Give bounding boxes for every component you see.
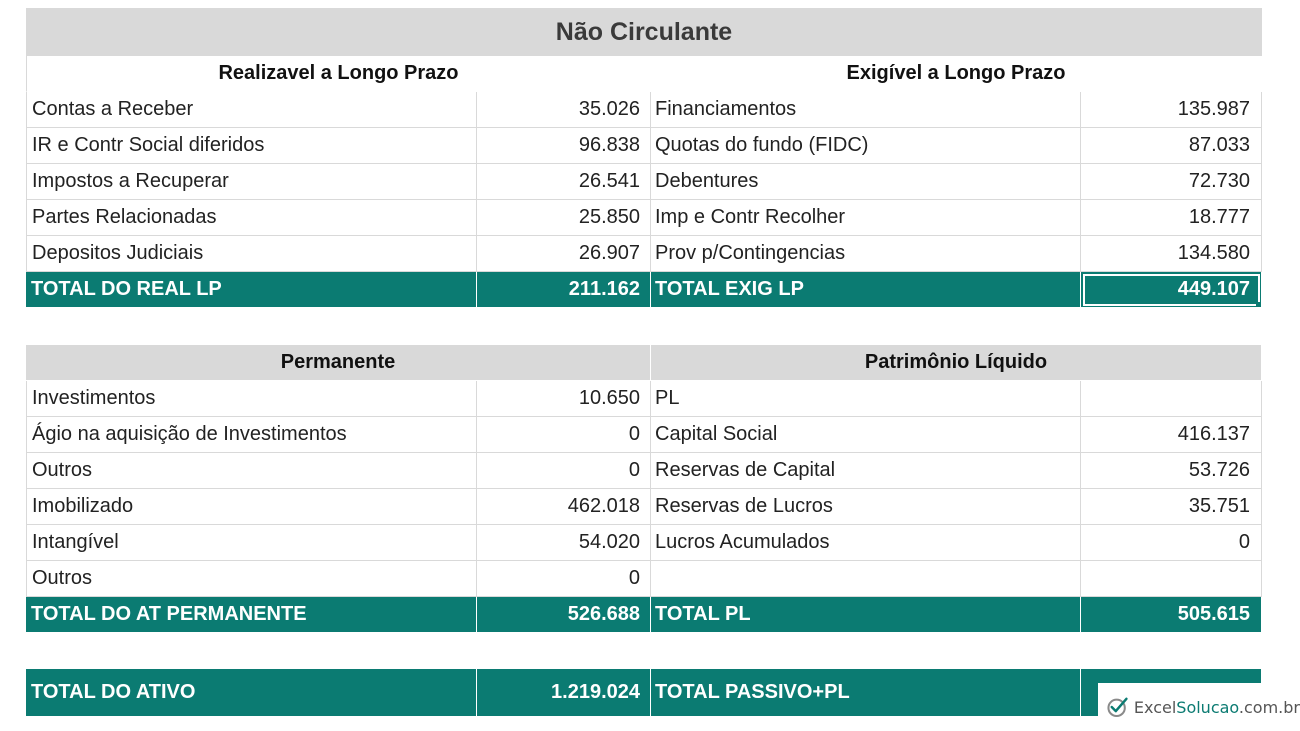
cell-value[interactable]: 72.730 — [1081, 164, 1262, 200]
total-exigivel-label[interactable]: TOTAL EXIG LP — [651, 272, 1081, 308]
header-patrimonio[interactable]: Patrimônio Líquido — [651, 345, 1262, 381]
cell-label[interactable]: Capital Social — [651, 417, 1081, 453]
cell-label[interactable]: Prov p/Contingencias — [651, 236, 1081, 272]
excelsolucao-watermark — [1098, 683, 1300, 731]
cell-value[interactable]: 134.580 — [1081, 236, 1262, 272]
cell-label[interactable]: Financiamentos — [651, 92, 1081, 128]
cell-value[interactable]: 0 — [477, 453, 651, 489]
cell-label[interactable]: Imp e Contr Recolher — [651, 200, 1081, 236]
cell-value[interactable] — [1081, 561, 1262, 597]
header-permanente[interactable]: Permanente — [26, 345, 651, 381]
block2-header-row — [26, 345, 1262, 381]
cell-label[interactable]: Reservas de Capital — [651, 453, 1081, 489]
table-row — [26, 236, 1262, 272]
cell-label[interactable]: Quotas do fundo (FIDC) — [651, 128, 1081, 164]
total-realizavel-value[interactable]: 211.162 — [477, 272, 651, 308]
cell-value[interactable]: 35.026 — [477, 92, 651, 128]
cell-value[interactable]: 0 — [477, 417, 651, 453]
total-exigivel-value-selected-cell[interactable]: 449.107 — [1081, 272, 1262, 308]
total-permanente-value[interactable]: 526.688 — [477, 597, 651, 633]
cell-value[interactable]: 462.018 — [477, 489, 651, 525]
cell-value[interactable]: 54.020 — [477, 525, 651, 561]
cell-label[interactable]: Contas a Receber — [26, 92, 477, 128]
header-realizavel[interactable]: Realizavel a Longo Prazo — [26, 56, 651, 92]
table-row — [26, 417, 1262, 453]
check-circle-icon — [1106, 693, 1129, 721]
cell-label[interactable]: Lucros Acumulados — [651, 525, 1081, 561]
cell-label[interactable]: IR e Contr Social diferidos — [26, 128, 477, 164]
watermark-text: ExcelSolucao.com.br — [1133, 697, 1300, 717]
cell-label[interactable] — [651, 561, 1081, 597]
cell-label[interactable]: Reservas de Lucros — [651, 489, 1081, 525]
cell-value[interactable]: 10.650 — [477, 381, 651, 417]
cell-value[interactable]: 416.137 — [1081, 417, 1262, 453]
cell-value[interactable]: 0 — [477, 561, 651, 597]
table-row — [26, 200, 1262, 236]
table-row — [26, 164, 1262, 200]
cell-label[interactable]: Ágio na aquisição de Investimentos — [26, 417, 477, 453]
cell-label[interactable]: Outros — [26, 561, 477, 597]
total-passivo-label[interactable]: TOTAL PASSIVO+PL — [651, 669, 1081, 717]
table-row — [26, 92, 1262, 128]
cell-label[interactable]: Depositos Judiciais — [26, 236, 477, 272]
total-ativo-value[interactable]: 1.219.024 — [477, 669, 651, 717]
cell-label[interactable]: Intangível — [26, 525, 477, 561]
cell-value[interactable]: 18.777 — [1081, 200, 1262, 236]
table-row — [26, 453, 1262, 489]
cell-value[interactable]: 96.838 — [477, 128, 651, 164]
cell-value[interactable]: 26.541 — [477, 164, 651, 200]
total-row — [26, 272, 1262, 308]
cell-value[interactable]: 87.033 — [1081, 128, 1262, 164]
section-title: Não Circulante — [26, 8, 1262, 56]
cell-value[interactable]: 25.850 — [477, 200, 651, 236]
cell-label[interactable]: Outros — [26, 453, 477, 489]
cell-label[interactable]: Investimentos — [26, 381, 477, 417]
total-realizavel-label[interactable]: TOTAL DO REAL LP — [26, 272, 477, 308]
cell-value[interactable]: 135.987 — [1081, 92, 1262, 128]
cell-value[interactable]: 26.907 — [477, 236, 651, 272]
header-exigivel[interactable]: Exigível a Longo Prazo — [651, 56, 1262, 92]
cell-value[interactable]: 35.751 — [1081, 489, 1262, 525]
block1-header-row — [26, 56, 1262, 92]
cell-value[interactable]: 53.726 — [1081, 453, 1262, 489]
cell-label[interactable]: Partes Relacionadas — [26, 200, 477, 236]
total-pl-label[interactable]: TOTAL PL — [651, 597, 1081, 633]
cell-value[interactable]: 0 — [1081, 525, 1262, 561]
cell-value[interactable] — [1081, 381, 1262, 417]
table-row — [26, 525, 1262, 561]
table-row — [26, 128, 1262, 164]
cell-label[interactable]: Debentures — [651, 164, 1081, 200]
cell-label[interactable]: Imobilizado — [26, 489, 477, 525]
total-row — [26, 597, 1262, 633]
table-row — [26, 381, 1262, 417]
grand-total-row — [26, 669, 1262, 717]
table-row — [26, 489, 1262, 525]
table-row — [26, 561, 1262, 597]
total-ativo-label[interactable]: TOTAL DO ATIVO — [26, 669, 477, 717]
total-permanente-label[interactable]: TOTAL DO AT PERMANENTE — [26, 597, 477, 633]
total-pl-value[interactable]: 505.615 — [1081, 597, 1262, 633]
cell-label[interactable]: PL — [651, 381, 1081, 417]
cell-label[interactable]: Impostos a Recuperar — [26, 164, 477, 200]
